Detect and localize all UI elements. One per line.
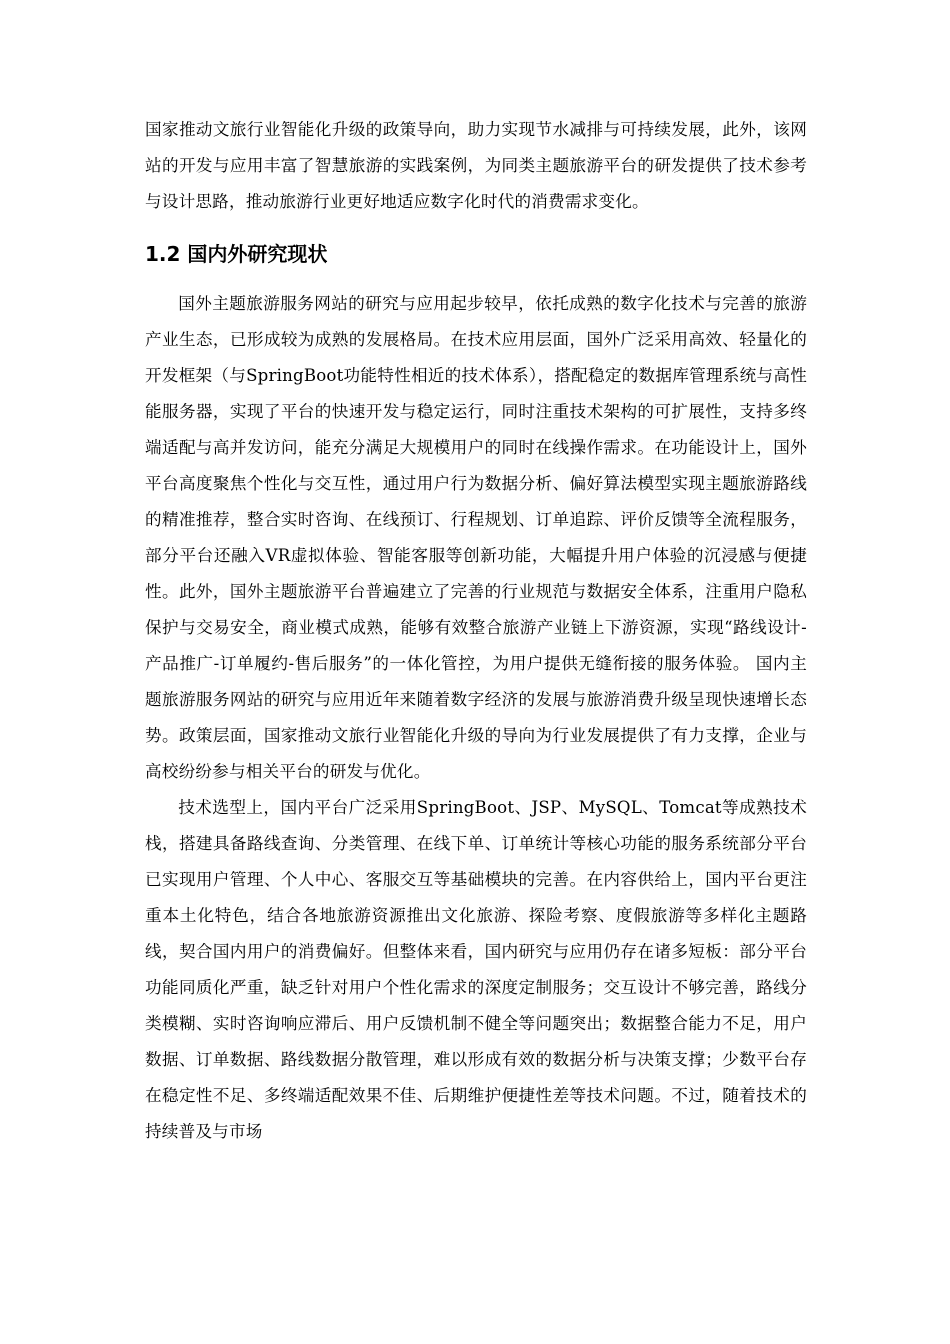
section-number: 1.2 bbox=[145, 242, 181, 266]
paragraph-intro-continued: 国家推动文旅行业智能化升级的政策导向，助力实现节水减排与可持续发展，此外，该网站的开发与应用丰富了智慧旅游的实践案例，为同类主题旅游平台的研发提供了技术参考与设计思路，推动旅游行业更好地适应数字化时代的消费需求变化。 bbox=[145, 120, 807, 211]
document-page bbox=[145, 112, 807, 1150]
paragraph-research-status: 国外主题旅游服务网站的研究与应用起步较早，依托成熟的数字化技术与完善的旅游产业生态，已形成较为成熟的发展格局。在技术应用层面，国外广泛采用高效、轻量化的开发框架（与SpringBoot功能特性相近的技术体系），搭配稳定的数据库管理系统与高性能服务器，实现了平台的快速开发与稳定运行，同时注重技术架构的可扩展性，支持多终端适配与高并发访问，能充分满足大规模用户的同时在线操作需求。在功能设计上，国外平台高度聚焦个性化与交互性，通过用户行为数据分析、偏好算法模型实现主题旅游路线的精准推荐，整合实时咨询、在线预订、行程规划、订单追踪、评价反馈等全流程服务，部分平台还融入VR虚拟体验、智能客服等创新功能，大幅提升用户体验的沉浸感与便捷性。此外，国外主题旅游平台普遍建立了完善的行业规范与数据安全体系，注重用户隐私保护与交易安全，商业模式成熟，能够有效整合旅游产业链上下游资源，实现“路线设计-产品推广-订单履约-售后服务”的一体化管控，为用户提供无缝衔接的服务体验。 国内主题旅游服务网站的研究与应用近年来随着数字经济的发展与旅游消费升级呈现快速增长态势。政策层面，国家推动文旅行业智能化升级的导向为行业发展提供了有力支撑，企业与高校纷纷参与相关平台的研发与优化。 bbox=[145, 294, 807, 781]
paragraph-technology-selection: 技术选型上，国内平台广泛采用SpringBoot、JSP、MySQL、Tomcat等成熟技术栈，搭建具备路线查询、分类管理、在线下单、订单统计等核心功能的服务系统部分平台已实现用户管理、个人中心、客服交互等基础模块的完善。在内容供给上，国内平台更注重本土化特色，结合各地旅游资源推出文化旅游、探险考察、度假旅游等多样化主题路线，契合国内用户的消费偏好。但整体来看，国内研究与应用仍存在诸多短板：部分平台功能同质化严重，缺乏针对用户个性化需求的深度定制服务；交互设计不够完善，路线分类模糊、实时咨询响应滞后、用户反馈机制不健全等问题突出；数据整合能力不足，用户数据、订单数据、路线数据分散管理，难以形成有效的数据分析与决策支撑；少数平台存在稳定性不足、多终端适配效果不佳、后期维护便捷性差等技术问题。不过，随着技术的持续普及与市场 bbox=[145, 798, 807, 1141]
section-heading bbox=[145, 240, 807, 268]
section-title: 国内外研究现状 bbox=[187, 242, 328, 266]
